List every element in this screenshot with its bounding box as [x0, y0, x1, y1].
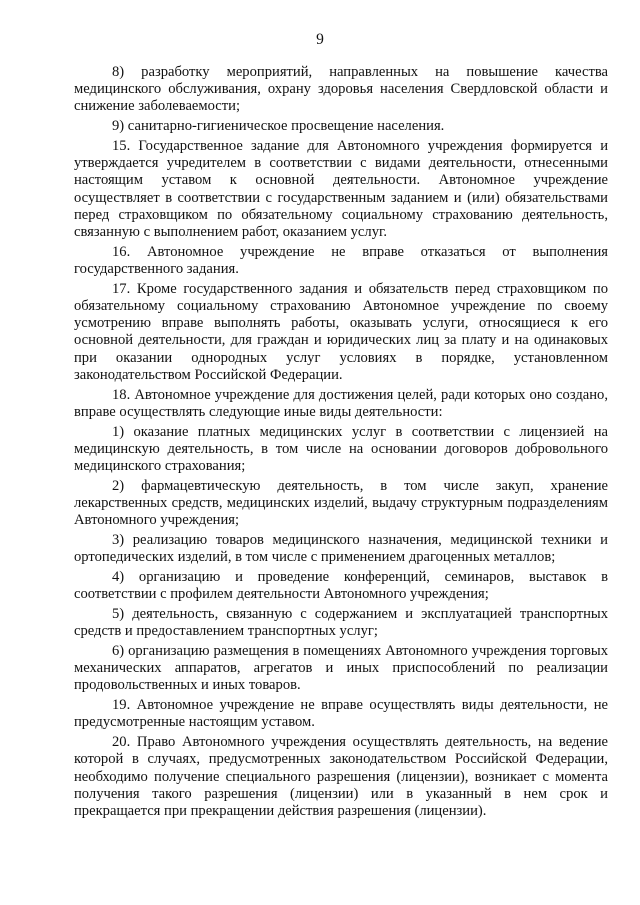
paragraph-18-item-5: 5) деятельность, связанную с содержанием и эксплуатацией транспортных средств и предоставлением транспортных услуг;: [74, 606, 608, 640]
paragraph-item-9: 9) санитарно-гигиеническое просвещение населения.: [112, 118, 445, 135]
paragraph-18: 18. Автономное учреждение для достижения целей, ради которых оно создано, вправе осуществлять следующие иные виды деятельности:: [74, 386, 608, 420]
page-number: 9: [316, 31, 324, 48]
paragraph-15: 15. Государственное задание для Автономного учреждения формируется и утверждается учредителем в соответствии с видами деятельности, отнесенными настоящим уставом к основной деятельности. Автономное учреждение осуществляет в соответствии с государственным заданием и (или) обязательствами перед страховщиком по обязательному социальному страхованию деятельность, связанную с выполнением работ, оказанием услуг.: [74, 138, 608, 241]
paragraph-18-item-1: 1) оказание платных медицинских услуг в соответствии с лицензией на медицинскую деятельность, в том числе на основании договоров добровольного медицинского страхования;: [74, 423, 608, 475]
paragraph-item-8: 8) разработку мероприятий, направленных на повышение качества медицинского обслуживания, охрану здоровья населения Свердловской области и снижение заболеваемости;: [74, 64, 608, 115]
paragraph-20: 20. Право Автономного учреждения осуществлять деятельность, на ведение которой в случаях, предусмотренных законодательством Российской Федерации, необходимо получение специального разрешения (лицензии), возникает с момента получения такого разрешения (лицензии) или в указанный в нем срок и прекращается при прекращении действия разрешения (лицензии).: [74, 734, 608, 820]
paragraph-18-item-3: 3) реализацию товаров медицинского назначения, медицинской техники и ортопедических изделий, в том числе с применением драгоценных металлов;: [74, 532, 608, 566]
paragraph-19: 19. Автономное учреждение не вправе осуществлять виды деятельности, не предусмотренные настоящим уставом.: [74, 697, 608, 731]
document-body: [74, 64, 608, 823]
paragraph-18-item-2: 2) фармацевтическую деятельность, в том числе закуп, хранение лекарственных средств, медицинских изделий, выдачу структурным подразделениям Автономного учреждения;: [74, 477, 608, 529]
paragraph-18-item-4: 4) организацию и проведение конференций, семинаров, выставок в соответствии с профилем деятельности Автономного учреждения;: [74, 569, 608, 603]
paragraph-18-item-6: 6) организацию размещения в помещениях Автономного учреждения торговых механических аппаратов, агрегатов и иных приспособлений по реализации продовольственных и иных товаров.: [74, 643, 608, 694]
paragraph-17: 17. Кроме государственного задания и обязательств перед страховщиком по обязательному социальному страхованию Автономное учреждение по своему усмотрению вправе выполнять работы, оказывать услуги, относящиеся к его основной деятельности, для граждан и юридических лиц за плату и на одинаковых при оказании однородных услуг условиях в порядке, установленном законодательством Российской Федерации.: [74, 280, 608, 383]
paragraph-16: 16. Автономное учреждение не вправе отказаться от выполнения государственного задания.: [74, 243, 608, 278]
